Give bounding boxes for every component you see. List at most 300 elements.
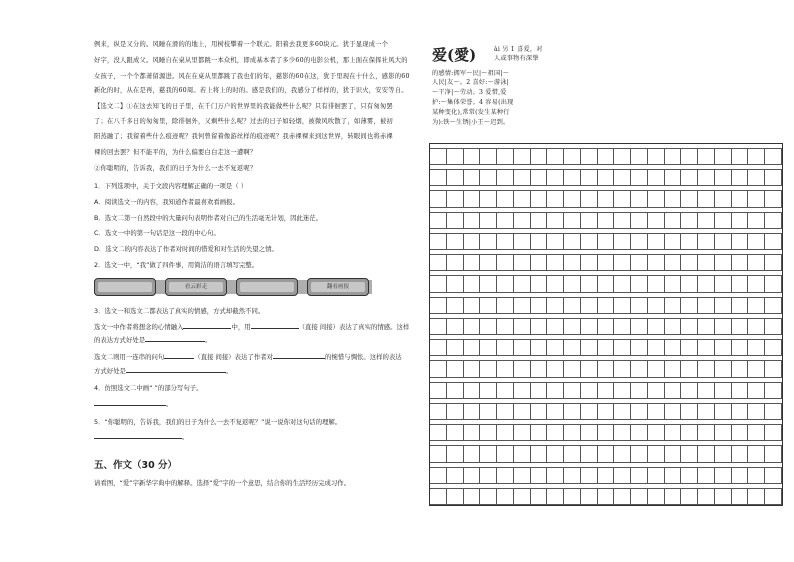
grid-cell[interactable] xyxy=(497,445,514,462)
grid-cell[interactable] xyxy=(598,382,615,399)
grid-cell[interactable] xyxy=(681,212,698,229)
grid-cell[interactable] xyxy=(547,467,564,484)
writing-grid[interactable] xyxy=(429,143,783,506)
grid-cell[interactable] xyxy=(430,190,447,207)
grid-cell[interactable] xyxy=(447,169,464,186)
grid-cell[interactable] xyxy=(447,190,464,207)
grid-cell[interactable] xyxy=(564,445,581,462)
grid-cell[interactable] xyxy=(631,445,648,462)
grid-cell[interactable] xyxy=(497,233,514,250)
grid-cell[interactable] xyxy=(564,148,581,165)
grid-cell[interactable] xyxy=(447,467,464,484)
grid-cell[interactable] xyxy=(648,339,665,356)
grid-cell[interactable] xyxy=(497,190,514,207)
grid-cell[interactable] xyxy=(581,212,598,229)
grid-cell[interactable] xyxy=(665,360,682,377)
grid-cell[interactable] xyxy=(614,467,631,484)
grid-cell[interactable] xyxy=(531,233,548,250)
grid-cell[interactable] xyxy=(531,318,548,335)
grid-cell[interactable] xyxy=(564,318,581,335)
grid-cell[interactable] xyxy=(748,254,765,271)
grid-cell[interactable] xyxy=(648,233,665,250)
grid-cell[interactable] xyxy=(547,254,564,271)
grid-cell[interactable] xyxy=(665,318,682,335)
grid-cell[interactable] xyxy=(514,233,531,250)
grid-cell[interactable] xyxy=(748,297,765,314)
grid-cell[interactable] xyxy=(631,275,648,292)
grid-cell[interactable] xyxy=(698,212,715,229)
grid-cell[interactable] xyxy=(765,488,782,505)
grid-cell[interactable] xyxy=(514,318,531,335)
grid-cell[interactable] xyxy=(614,488,631,505)
grid-cell[interactable] xyxy=(581,382,598,399)
grid-cell[interactable] xyxy=(430,148,447,165)
grid-cell[interactable] xyxy=(631,254,648,271)
grid-cell[interactable] xyxy=(614,148,631,165)
grid-cell[interactable] xyxy=(698,148,715,165)
grid-cell[interactable] xyxy=(715,318,732,335)
grid-cell[interactable] xyxy=(564,403,581,420)
grid-cell[interactable] xyxy=(681,360,698,377)
grid-cell[interactable] xyxy=(447,424,464,441)
blank[interactable] xyxy=(183,328,231,329)
grid-cell[interactable] xyxy=(681,445,698,462)
grid-cell[interactable] xyxy=(681,382,698,399)
grid-cell[interactable] xyxy=(648,254,665,271)
grid-cell[interactable] xyxy=(581,467,598,484)
grid-cell[interactable] xyxy=(598,339,615,356)
grid-cell[interactable] xyxy=(648,403,665,420)
grid-cell[interactable] xyxy=(464,190,481,207)
grid-cell[interactable] xyxy=(464,275,481,292)
grid-cell[interactable] xyxy=(681,467,698,484)
grid-cell[interactable] xyxy=(581,190,598,207)
grid-cell[interactable] xyxy=(564,488,581,505)
grid-cell[interactable] xyxy=(665,382,682,399)
grid-cell[interactable] xyxy=(447,148,464,165)
grid-cell[interactable] xyxy=(447,360,464,377)
grid-cell[interactable] xyxy=(698,169,715,186)
grid-cell[interactable] xyxy=(497,212,514,229)
grid-cell[interactable] xyxy=(732,297,749,314)
grid-cell[interactable] xyxy=(497,488,514,505)
grid-cell[interactable] xyxy=(732,169,749,186)
grid-cell[interactable] xyxy=(480,190,497,207)
grid-cell[interactable] xyxy=(765,445,782,462)
grid-cell[interactable] xyxy=(564,233,581,250)
grid-cell[interactable] xyxy=(564,212,581,229)
grid-cell[interactable] xyxy=(430,467,447,484)
grid-cell[interactable] xyxy=(480,254,497,271)
grid-cell[interactable] xyxy=(598,297,615,314)
grid-cell[interactable] xyxy=(598,275,615,292)
grid-cell[interactable] xyxy=(698,190,715,207)
grid-cell[interactable] xyxy=(715,254,732,271)
grid-cell[interactable] xyxy=(715,212,732,229)
grid-cell[interactable] xyxy=(447,254,464,271)
grid-cell[interactable] xyxy=(464,445,481,462)
grid-cell[interactable] xyxy=(765,212,782,229)
grid-cell[interactable] xyxy=(748,212,765,229)
grid-cell[interactable] xyxy=(480,275,497,292)
grid-cell[interactable] xyxy=(430,212,447,229)
grid-cell[interactable] xyxy=(564,169,581,186)
grid-cell[interactable] xyxy=(732,424,749,441)
grid-cell[interactable] xyxy=(531,339,548,356)
grid-cell[interactable] xyxy=(715,190,732,207)
grid-cell[interactable] xyxy=(464,488,481,505)
grid-cell[interactable] xyxy=(430,424,447,441)
grid-cell[interactable] xyxy=(581,445,598,462)
grid-cell[interactable] xyxy=(514,254,531,271)
grid-cell[interactable] xyxy=(748,445,765,462)
grid-cell[interactable] xyxy=(698,233,715,250)
grid-cell[interactable] xyxy=(497,297,514,314)
grid-cell[interactable] xyxy=(581,360,598,377)
grid-cell[interactable] xyxy=(564,254,581,271)
grid-cell[interactable] xyxy=(447,382,464,399)
grid-cell[interactable] xyxy=(564,190,581,207)
grid-cell[interactable] xyxy=(430,233,447,250)
grid-cell[interactable] xyxy=(598,488,615,505)
grid-cell[interactable] xyxy=(631,382,648,399)
blank[interactable] xyxy=(126,372,226,373)
grid-cell[interactable] xyxy=(698,339,715,356)
grid-cell[interactable] xyxy=(430,318,447,335)
grid-cell[interactable] xyxy=(715,424,732,441)
grid-cell[interactable] xyxy=(480,212,497,229)
grid-cell[interactable] xyxy=(531,297,548,314)
grid-cell[interactable] xyxy=(715,488,732,505)
grid-cell[interactable] xyxy=(598,148,615,165)
grid-cell[interactable] xyxy=(715,403,732,420)
grid-cell[interactable] xyxy=(715,275,732,292)
grid-cell[interactable] xyxy=(665,424,682,441)
grid-cell[interactable] xyxy=(681,424,698,441)
grid-cell[interactable] xyxy=(665,190,682,207)
grid-cell[interactable] xyxy=(681,297,698,314)
grid-cell[interactable] xyxy=(732,190,749,207)
grid-cell[interactable] xyxy=(581,297,598,314)
grid-cell[interactable] xyxy=(497,339,514,356)
grid-cell[interactable] xyxy=(748,382,765,399)
grid-cell[interactable] xyxy=(547,339,564,356)
grid-cell[interactable] xyxy=(531,148,548,165)
grid-cell[interactable] xyxy=(614,233,631,250)
grid-cell[interactable] xyxy=(480,403,497,420)
grid-cell[interactable] xyxy=(598,254,615,271)
grid-cell[interactable] xyxy=(464,212,481,229)
grid-cell[interactable] xyxy=(648,488,665,505)
grid-cell[interactable] xyxy=(665,169,682,186)
grid-cell[interactable] xyxy=(631,233,648,250)
grid-cell[interactable] xyxy=(648,318,665,335)
grid-cell[interactable] xyxy=(514,148,531,165)
grid-cell[interactable] xyxy=(665,403,682,420)
grid-cell[interactable] xyxy=(715,233,732,250)
grid-cell[interactable] xyxy=(430,488,447,505)
grid-cell[interactable] xyxy=(715,297,732,314)
grid-cell[interactable] xyxy=(614,318,631,335)
blank[interactable] xyxy=(251,328,299,329)
grid-cell[interactable] xyxy=(614,360,631,377)
grid-cell[interactable] xyxy=(748,233,765,250)
grid-cell[interactable] xyxy=(497,275,514,292)
grid-cell[interactable] xyxy=(514,275,531,292)
grid-cell[interactable] xyxy=(464,339,481,356)
grid-cell[interactable] xyxy=(514,339,531,356)
grid-cell[interactable] xyxy=(665,467,682,484)
grid-cell[interactable] xyxy=(547,403,564,420)
grid-cell[interactable] xyxy=(531,445,548,462)
grid-cell[interactable] xyxy=(480,382,497,399)
grid-cell[interactable] xyxy=(480,424,497,441)
blank[interactable] xyxy=(94,405,166,406)
grid-cell[interactable] xyxy=(648,148,665,165)
grid-cell[interactable] xyxy=(514,360,531,377)
grid-cell[interactable] xyxy=(531,360,548,377)
grid-cell[interactable] xyxy=(480,488,497,505)
grid-cell[interactable] xyxy=(514,445,531,462)
grid-cell[interactable] xyxy=(748,424,765,441)
grid-cell[interactable] xyxy=(648,424,665,441)
grid-cell[interactable] xyxy=(547,212,564,229)
grid-cell[interactable] xyxy=(631,190,648,207)
grid-cell[interactable] xyxy=(631,339,648,356)
grid-cell[interactable] xyxy=(665,339,682,356)
grid-cell[interactable] xyxy=(430,360,447,377)
grid-cell[interactable] xyxy=(547,297,564,314)
grid-cell[interactable] xyxy=(531,488,548,505)
grid-cell[interactable] xyxy=(614,254,631,271)
grid-cell[interactable] xyxy=(464,254,481,271)
grid-cell[interactable] xyxy=(497,382,514,399)
grid-cell[interactable] xyxy=(765,424,782,441)
grid-cell[interactable] xyxy=(464,403,481,420)
grid-cell[interactable] xyxy=(765,233,782,250)
grid-cell[interactable] xyxy=(598,233,615,250)
grid-cell[interactable] xyxy=(765,148,782,165)
grid-cell[interactable] xyxy=(514,424,531,441)
grid-cell[interactable] xyxy=(447,339,464,356)
grid-cell[interactable] xyxy=(732,445,749,462)
grid-cell[interactable] xyxy=(514,297,531,314)
grid-cell[interactable] xyxy=(698,488,715,505)
grid-cell[interactable] xyxy=(748,190,765,207)
grid-cell[interactable] xyxy=(514,212,531,229)
grid-cell[interactable] xyxy=(631,360,648,377)
grid-cell[interactable] xyxy=(715,360,732,377)
grid-cell[interactable] xyxy=(464,148,481,165)
grid-cell[interactable] xyxy=(715,339,732,356)
grid-cell[interactable] xyxy=(732,382,749,399)
grid-cell[interactable] xyxy=(698,382,715,399)
grid-cell[interactable] xyxy=(430,275,447,292)
grid-cell[interactable] xyxy=(648,382,665,399)
grid-cell[interactable] xyxy=(598,318,615,335)
grid-cell[interactable] xyxy=(564,360,581,377)
grid-cell[interactable] xyxy=(614,190,631,207)
grid-cell[interactable] xyxy=(464,360,481,377)
grid-cell[interactable] xyxy=(464,424,481,441)
grid-cell[interactable] xyxy=(765,254,782,271)
grid-cell[interactable] xyxy=(581,254,598,271)
grid-cell[interactable] xyxy=(681,190,698,207)
grid-cell[interactable] xyxy=(514,467,531,484)
grid-cell[interactable] xyxy=(480,318,497,335)
grid-cell[interactable] xyxy=(665,488,682,505)
grid-cell[interactable] xyxy=(598,403,615,420)
grid-cell[interactable] xyxy=(748,403,765,420)
grid-cell[interactable] xyxy=(480,233,497,250)
blank[interactable] xyxy=(164,358,194,359)
grid-cell[interactable] xyxy=(614,339,631,356)
grid-cell[interactable] xyxy=(497,318,514,335)
grid-cell[interactable] xyxy=(748,339,765,356)
grid-cell[interactable] xyxy=(665,445,682,462)
grid-cell[interactable] xyxy=(547,488,564,505)
grid-cell[interactable] xyxy=(497,169,514,186)
grid-cell[interactable] xyxy=(681,339,698,356)
grid-cell[interactable] xyxy=(631,212,648,229)
grid-cell[interactable] xyxy=(765,382,782,399)
grid-cell[interactable] xyxy=(698,424,715,441)
grid-cell[interactable] xyxy=(665,254,682,271)
grid-cell[interactable] xyxy=(765,467,782,484)
grid-cell[interactable] xyxy=(581,233,598,250)
grid-cell[interactable] xyxy=(480,467,497,484)
grid-cell[interactable] xyxy=(497,467,514,484)
grid-cell[interactable] xyxy=(497,148,514,165)
grid-cell[interactable] xyxy=(614,212,631,229)
grid-cell[interactable] xyxy=(648,212,665,229)
grid-cell[interactable] xyxy=(447,297,464,314)
grid-cell[interactable] xyxy=(698,467,715,484)
grid-cell[interactable] xyxy=(631,297,648,314)
grid-cell[interactable] xyxy=(430,339,447,356)
grid-cell[interactable] xyxy=(614,403,631,420)
grid-cell[interactable] xyxy=(480,339,497,356)
grid-cell[interactable] xyxy=(480,297,497,314)
grid-cell[interactable] xyxy=(715,169,732,186)
grid-cell[interactable] xyxy=(581,169,598,186)
grid-cell[interactable] xyxy=(564,424,581,441)
grid-cell[interactable] xyxy=(614,169,631,186)
grid-cell[interactable] xyxy=(430,297,447,314)
grid-cell[interactable] xyxy=(631,148,648,165)
grid-cell[interactable] xyxy=(598,190,615,207)
grid-cell[interactable] xyxy=(681,148,698,165)
grid-cell[interactable] xyxy=(531,467,548,484)
grid-cell[interactable] xyxy=(665,275,682,292)
blank[interactable] xyxy=(145,341,205,342)
grid-cell[interactable] xyxy=(631,318,648,335)
grid-cell[interactable] xyxy=(681,488,698,505)
grid-cell[interactable] xyxy=(564,467,581,484)
grid-cell[interactable] xyxy=(648,360,665,377)
grid-cell[interactable] xyxy=(765,403,782,420)
grid-cell[interactable] xyxy=(698,318,715,335)
grid-cell[interactable] xyxy=(514,488,531,505)
grid-cell[interactable] xyxy=(748,169,765,186)
grid-cell[interactable] xyxy=(564,382,581,399)
grid-cell[interactable] xyxy=(614,424,631,441)
grid-cell[interactable] xyxy=(564,339,581,356)
grid-cell[interactable] xyxy=(765,190,782,207)
grid-cell[interactable] xyxy=(447,445,464,462)
grid-cell[interactable] xyxy=(698,297,715,314)
grid-cell[interactable] xyxy=(547,424,564,441)
grid-cell[interactable] xyxy=(564,275,581,292)
grid-cell[interactable] xyxy=(681,254,698,271)
grid-cell[interactable] xyxy=(531,212,548,229)
grid-cell[interactable] xyxy=(547,445,564,462)
grid-cell[interactable] xyxy=(514,382,531,399)
grid-cell[interactable] xyxy=(464,318,481,335)
grid-cell[interactable] xyxy=(430,403,447,420)
grid-cell[interactable] xyxy=(631,488,648,505)
grid-cell[interactable] xyxy=(748,275,765,292)
grid-cell[interactable] xyxy=(430,169,447,186)
grid-cell[interactable] xyxy=(748,318,765,335)
grid-cell[interactable] xyxy=(581,275,598,292)
grid-cell[interactable] xyxy=(514,190,531,207)
grid-cell[interactable] xyxy=(631,403,648,420)
grid-cell[interactable] xyxy=(765,339,782,356)
grid-cell[interactable] xyxy=(732,254,749,271)
grid-cell[interactable] xyxy=(547,233,564,250)
grid-cell[interactable] xyxy=(447,488,464,505)
grid-cell[interactable] xyxy=(531,254,548,271)
grid-cell[interactable] xyxy=(681,233,698,250)
grid-cell[interactable] xyxy=(447,233,464,250)
grid-cell[interactable] xyxy=(514,403,531,420)
grid-cell[interactable] xyxy=(447,212,464,229)
grid-cell[interactable] xyxy=(732,403,749,420)
grid-cell[interactable] xyxy=(581,339,598,356)
grid-cell[interactable] xyxy=(648,275,665,292)
grid-cell[interactable] xyxy=(480,445,497,462)
grid-cell[interactable] xyxy=(715,382,732,399)
grid-cell[interactable] xyxy=(464,382,481,399)
grid-cell[interactable] xyxy=(765,297,782,314)
grid-cell[interactable] xyxy=(547,190,564,207)
grid-cell[interactable] xyxy=(681,403,698,420)
grid-cell[interactable] xyxy=(531,169,548,186)
grid-cell[interactable] xyxy=(681,275,698,292)
grid-cell[interactable] xyxy=(547,169,564,186)
grid-cell[interactable] xyxy=(648,445,665,462)
blank[interactable] xyxy=(273,358,325,359)
grid-cell[interactable] xyxy=(665,297,682,314)
grid-cell[interactable] xyxy=(648,169,665,186)
grid-cell[interactable] xyxy=(732,360,749,377)
grid-cell[interactable] xyxy=(547,275,564,292)
grid-cell[interactable] xyxy=(480,360,497,377)
grid-cell[interactable] xyxy=(531,424,548,441)
grid-cell[interactable] xyxy=(665,148,682,165)
grid-cell[interactable] xyxy=(732,212,749,229)
grid-cell[interactable] xyxy=(732,318,749,335)
grid-cell[interactable] xyxy=(681,169,698,186)
grid-cell[interactable] xyxy=(531,403,548,420)
grid-cell[interactable] xyxy=(631,467,648,484)
grid-cell[interactable] xyxy=(531,382,548,399)
grid-cell[interactable] xyxy=(732,148,749,165)
grid-cell[interactable] xyxy=(598,424,615,441)
grid-cell[interactable] xyxy=(531,275,548,292)
grid-cell[interactable] xyxy=(598,169,615,186)
